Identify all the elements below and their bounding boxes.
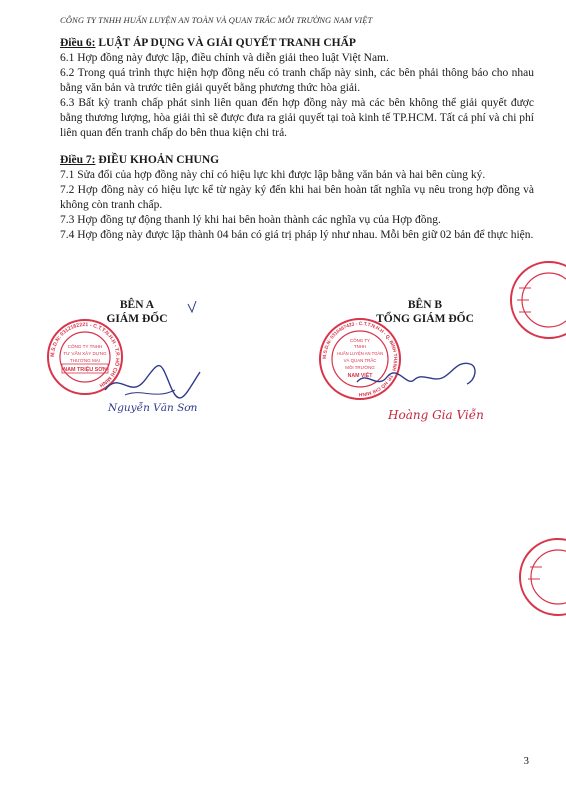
edge-seal-fragment-bottom (514, 535, 566, 619)
svg-text:MÔI TRƯỜNG: MÔI TRƯỜNG (345, 365, 375, 370)
svg-text:NAM VIỆT: NAM VIỆT (347, 373, 373, 379)
section-number: Điều 7: (60, 154, 96, 166)
page-number: 3 (523, 755, 529, 767)
svg-text:CÔNG TY TNHH: CÔNG TY TNHH (67, 344, 103, 349)
party-b-signer-name: Hoàng Gia Viễn (388, 408, 484, 422)
section-title (60, 153, 534, 168)
party-a-label: BÊN A (119, 299, 155, 311)
svg-text:NAM TRIỆU SƠN: NAM TRIỆU SƠN (63, 367, 107, 373)
edge-seal-fragment-top (505, 258, 566, 342)
clause-7-3: 7.3 Hợp đồng tự động thanh lý khi hai bên hoàn thành các nghĩa vụ của Hợp đồng. (60, 214, 441, 226)
svg-text:TNHH: TNHH (353, 344, 367, 349)
document-body (60, 36, 534, 243)
clause-6-3: 6.3 Bất kỳ tranh chấp phát sinh liên quan đến hợp đồng này mà các bên không thể giải quyết được bằng thương lượng, hòa giải thì sẽ được đưa ra giải quyết tại toà kinh tế TP.HCM. Tất cả phí và chi phí liên quan đến tranh chấp do bên thua kiện chi trả. (60, 97, 534, 139)
clause-7-1: 7.1 Sửa đổi của hợp đồng này chỉ có hiệu lực khi được lập bằng văn bản và hai bên cùng ký. (60, 169, 486, 181)
svg-text:VÀ QUAN TRẮC: VÀ QUAN TRẮC (343, 358, 377, 363)
clause-7-4: 7.4 Hợp đồng này được lập thành 04 bản có giá trị pháp lý như nhau. Mỗi bên giữ 02 bản để thực hiện. (60, 229, 534, 241)
section-heading: LUẬT ÁP DỤNG VÀ GIẢI QUYẾT TRANH CHẤP (95, 37, 356, 49)
party-a-signature (100, 350, 210, 410)
section-number: Điều 6: (60, 37, 96, 49)
svg-text:M.S.D.N: 0316467423 - C.T.T.N.: M.S.D.N: 0316467423 - C.T.T.N.H.H - Q. BÌNH THẠNH - TP. HỒ CHÍ MINH (322, 321, 398, 397)
section-title (60, 36, 534, 51)
svg-text:THƯƠNG MẠI: THƯƠNG MẠI (69, 358, 101, 363)
clause-7-2: 7.2 Hợp đồng này có hiệu lực kể từ ngày ký đến khi hai bên hoàn tất nghĩa vụ nêu trong hợp đồng và không còn tranh chấp. (60, 184, 534, 211)
section-heading: ĐIỀU KHOẢN CHUNG (95, 154, 220, 166)
svg-text:TƯ VẤN XÂY DỰNG: TƯ VẤN XÂY DỰNG (63, 351, 107, 356)
party-a-signer-name: Nguyễn Văn Sơn (108, 402, 198, 414)
party-a-role: GIÁM ĐỐC (106, 313, 168, 325)
svg-text:CÔNG TY: CÔNG TY (350, 338, 370, 343)
party-b-label: BÊN B (407, 299, 443, 311)
section-7 (60, 153, 534, 243)
clause-6-2: 6.2 Trong quá trình thực hiện hợp đồng nếu có tranh chấp này sinh, các bên phải thông báo cho nhau bằng văn bản và trước tiên giải quyết bằng phương thức hòa giải. (60, 67, 534, 94)
section-6 (60, 36, 534, 141)
party-b-role: TỔNG GIÁM ĐỐC (376, 313, 474, 325)
company-header: CÔNG TY TNHH HUẤN LUYỆN AN TOÀN VÀ QUAN TRẮC MÔI TRƯỜNG NAM VIỆT (60, 15, 373, 25)
check-mark-icon (186, 300, 198, 314)
party-b-signature (352, 352, 492, 402)
svg-text:HUẤN LUYỆN AN TOÀN: HUẤN LUYỆN AN TOÀN (336, 351, 384, 356)
svg-text:M.S.D.N: 0312162221 - C.T.T.N.: M.S.D.N: 0312162221 - C.T.T.N.H.H - T.P. HỒ CHÍ MINH (49, 321, 121, 389)
clause-6-1: 6.1 Hợp đồng này được lập, điều chỉnh và diễn giải theo luật Việt Nam. (60, 52, 389, 64)
